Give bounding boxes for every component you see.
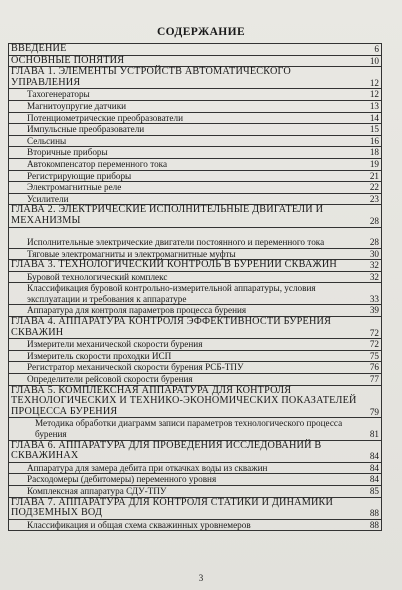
toc-entry-title: Потенциометрические преобразователи [27, 112, 184, 123]
toc-entry-page: 32 [369, 260, 379, 271]
toc-entry-page: 84 [369, 474, 379, 485]
toc-row[interactable] [9, 351, 381, 363]
toc-row[interactable] [9, 67, 381, 89]
toc-row[interactable] [9, 463, 381, 475]
table-of-contents [8, 43, 382, 531]
toc-entry-page: 12 [369, 89, 379, 100]
toc-row[interactable] [9, 205, 381, 227]
toc-entry-page: 15 [369, 124, 379, 135]
toc-entry-title: Расходомеры (дебитомеры) переменного уровня [27, 474, 217, 485]
toc-entry-page: 88 [369, 508, 379, 519]
toc-entry-page: 19 [369, 158, 379, 169]
toc-entry-page: 12 [369, 77, 379, 88]
toc-entry-title: Сельсины [27, 135, 67, 146]
toc-entry-page: 79 [369, 406, 379, 417]
toc-entry-page: 39 [369, 305, 379, 316]
toc-entry-title: ВВЕДЕНИЕ [11, 43, 67, 54]
toc-entry-title: Тахогенераторы [27, 89, 90, 100]
toc-entry-page: 23 [369, 193, 379, 204]
toc-row[interactable] [9, 228, 381, 249]
toc-entry-title: Комплексная аппаратура СДУ-ТПУ [27, 485, 167, 496]
toc-entry-title: Аппаратура для контроля параметров процесса бурения [27, 305, 247, 316]
toc-entry-title: Классификация и общая схема скважинных уровнемеров [27, 519, 251, 530]
toc-entry-page: 16 [369, 135, 379, 146]
toc-entry-page: 22 [369, 182, 379, 193]
toc-row[interactable] [9, 159, 381, 171]
toc-entry-title: Усилители [27, 193, 69, 204]
toc-entry-title: ГЛАВА 6. АППАРАТУРА ДЛЯ ПРОВЕДЕНИЯ ИССЛЕДОВАНИЙ В СКВАЖИНАХ [11, 439, 322, 462]
toc-entry-page: 21 [369, 170, 379, 181]
toc-entry-page: 88 [369, 519, 379, 530]
toc-row[interactable] [9, 441, 381, 463]
toc-row[interactable] [9, 374, 381, 386]
toc-entry-page: 81 [369, 429, 379, 439]
toc-entry-page: 76 [369, 362, 379, 373]
toc-entry-page: 84 [369, 451, 379, 462]
toc-row[interactable] [9, 171, 381, 183]
toc-row[interactable] [9, 339, 381, 351]
toc-row[interactable] [9, 124, 381, 136]
toc-row[interactable] [9, 89, 381, 101]
toc-entry-page: 75 [369, 350, 379, 361]
toc-row[interactable] [9, 260, 381, 272]
toc-row[interactable] [9, 474, 381, 486]
toc-entry-page: 18 [369, 147, 379, 158]
toc-entry-title: Измерители механической скорости бурения [27, 339, 203, 350]
toc-entry-title: Буровой технологический комплекс [27, 271, 168, 282]
toc-row[interactable] [9, 498, 381, 520]
toc-entry-title: ГЛАВА 2. ЭЛЕКТРИЧЕСКИЕ ИСПОЛНИТЕЛЬНЫЕ ДВИГАТЕЛИ И МЕХАНИЗМЫ [11, 204, 324, 226]
toc-entry-page: 6 [374, 44, 379, 54]
toc-entry-page: 33 [369, 293, 379, 304]
toc-entry-title: ГЛАВА 7. АППАРАТУРА ДЛЯ КОНТРОЛЯ СТАТИКИ И ДИНАМИКИ ПОДЗЕМНЫХ ВОД [11, 496, 334, 519]
toc-entry-title: Автокомпенсатор переменного тока [27, 158, 168, 169]
toc-entry-title: Импульсные преобразователи [27, 124, 145, 135]
toc-entry-page: 28 [369, 236, 379, 247]
toc-row[interactable] [9, 272, 381, 284]
toc-row[interactable] [9, 44, 381, 56]
toc-entry-page: 77 [369, 374, 379, 385]
toc-entry-page: 10 [369, 55, 379, 66]
toc-row[interactable] [9, 113, 381, 125]
toc-entry-title: ГЛАВА 4. АППАРАТУРА КОНТРОЛЯ ЭФФЕКТИВНОСТИ БУРЕНИЯ СКВАЖИН [11, 316, 332, 338]
toc-entry-page: 85 [369, 485, 379, 496]
toc-row[interactable] [9, 182, 381, 194]
toc-row[interactable] [9, 101, 381, 113]
toc-entry-page: 28 [369, 215, 379, 226]
toc-entry-title: Вторичные приборы [27, 147, 108, 158]
toc-row[interactable] [9, 283, 381, 305]
toc-entry-page: 72 [369, 327, 379, 338]
toc-row[interactable] [9, 386, 381, 419]
toc-entry-title: Определители рейсовой скорости бурения [27, 374, 193, 385]
toc-entry-title: Регистрирующие приборы [27, 170, 132, 181]
toc-entry-title: Регистратор механической скорости бурения РСБ-ТПУ [27, 362, 244, 373]
toc-entry-title: Магнитоупругие датчики [27, 100, 127, 111]
page-title: СОДЕРЖАНИЕ [156, 26, 246, 38]
toc-entry-title: Исполнительные электрические двигатели постоянного и переменного тока [27, 236, 325, 247]
toc-entry-page: 72 [369, 339, 379, 350]
toc-entry-title: ГЛАВА 5. КОМПЛЕКСНАЯ АППАРАТУРА ДЛЯ КОНТРОЛЯ ТЕХНОЛОГИЧЕСКИХ И ТЕХНИКО-ЭКОНОМИЧЕСКИХ ПОКАЗАТЕЛЕЙ ПРОЦЕССА БУРЕНИЯ [11, 384, 357, 417]
toc-entry-page: 13 [369, 100, 379, 111]
toc-entry-title: Классификация буровой контрольно-измерительной аппаратуры, условия эксплуатации и требования к аппаратуре [27, 283, 316, 304]
toc-entry-title: ГЛАВА 3. ТЕХНОЛОГИЧЕСКИЙ КОНТРОЛЬ В БУРЕНИИ СКВАЖИН [11, 259, 337, 271]
toc-entry-page: 14 [369, 112, 379, 123]
toc-row[interactable] [9, 418, 381, 440]
toc-entry-title: Измеритель скорости проходки ИСП [27, 350, 172, 361]
toc-entry-page: 32 [369, 271, 379, 282]
toc-row[interactable] [9, 486, 381, 498]
toc-row[interactable] [9, 317, 381, 339]
toc-row[interactable] [9, 362, 381, 374]
toc-row[interactable] [9, 520, 381, 531]
toc-entry-title: ГЛАВА 1. ЭЛЕМЕНТЫ УСТРОЙСТВ АВТОМАТИЧЕСКОГО УПРАВЛЕНИЯ [11, 66, 291, 88]
page-number: 3 [198, 573, 204, 583]
toc-entry-title: Электромагнитные реле [27, 182, 122, 193]
toc-entry-title: ОСНОВНЫЕ ПОНЯТИЯ [11, 54, 125, 66]
toc-row[interactable] [9, 147, 381, 159]
toc-entry-title: Методика обработки диаграмм записи параметров технологического процесса бурения [35, 418, 343, 439]
toc-entry-title: Тяговые электромагниты и электромагнитные муфты [27, 248, 236, 259]
toc-entry-page: 30 [369, 248, 379, 259]
toc-entry-page: 84 [369, 462, 379, 473]
toc-entry-title: Аппаратура для замера дебита при откачках воды из скважин [27, 462, 268, 473]
toc-row[interactable] [9, 136, 381, 148]
